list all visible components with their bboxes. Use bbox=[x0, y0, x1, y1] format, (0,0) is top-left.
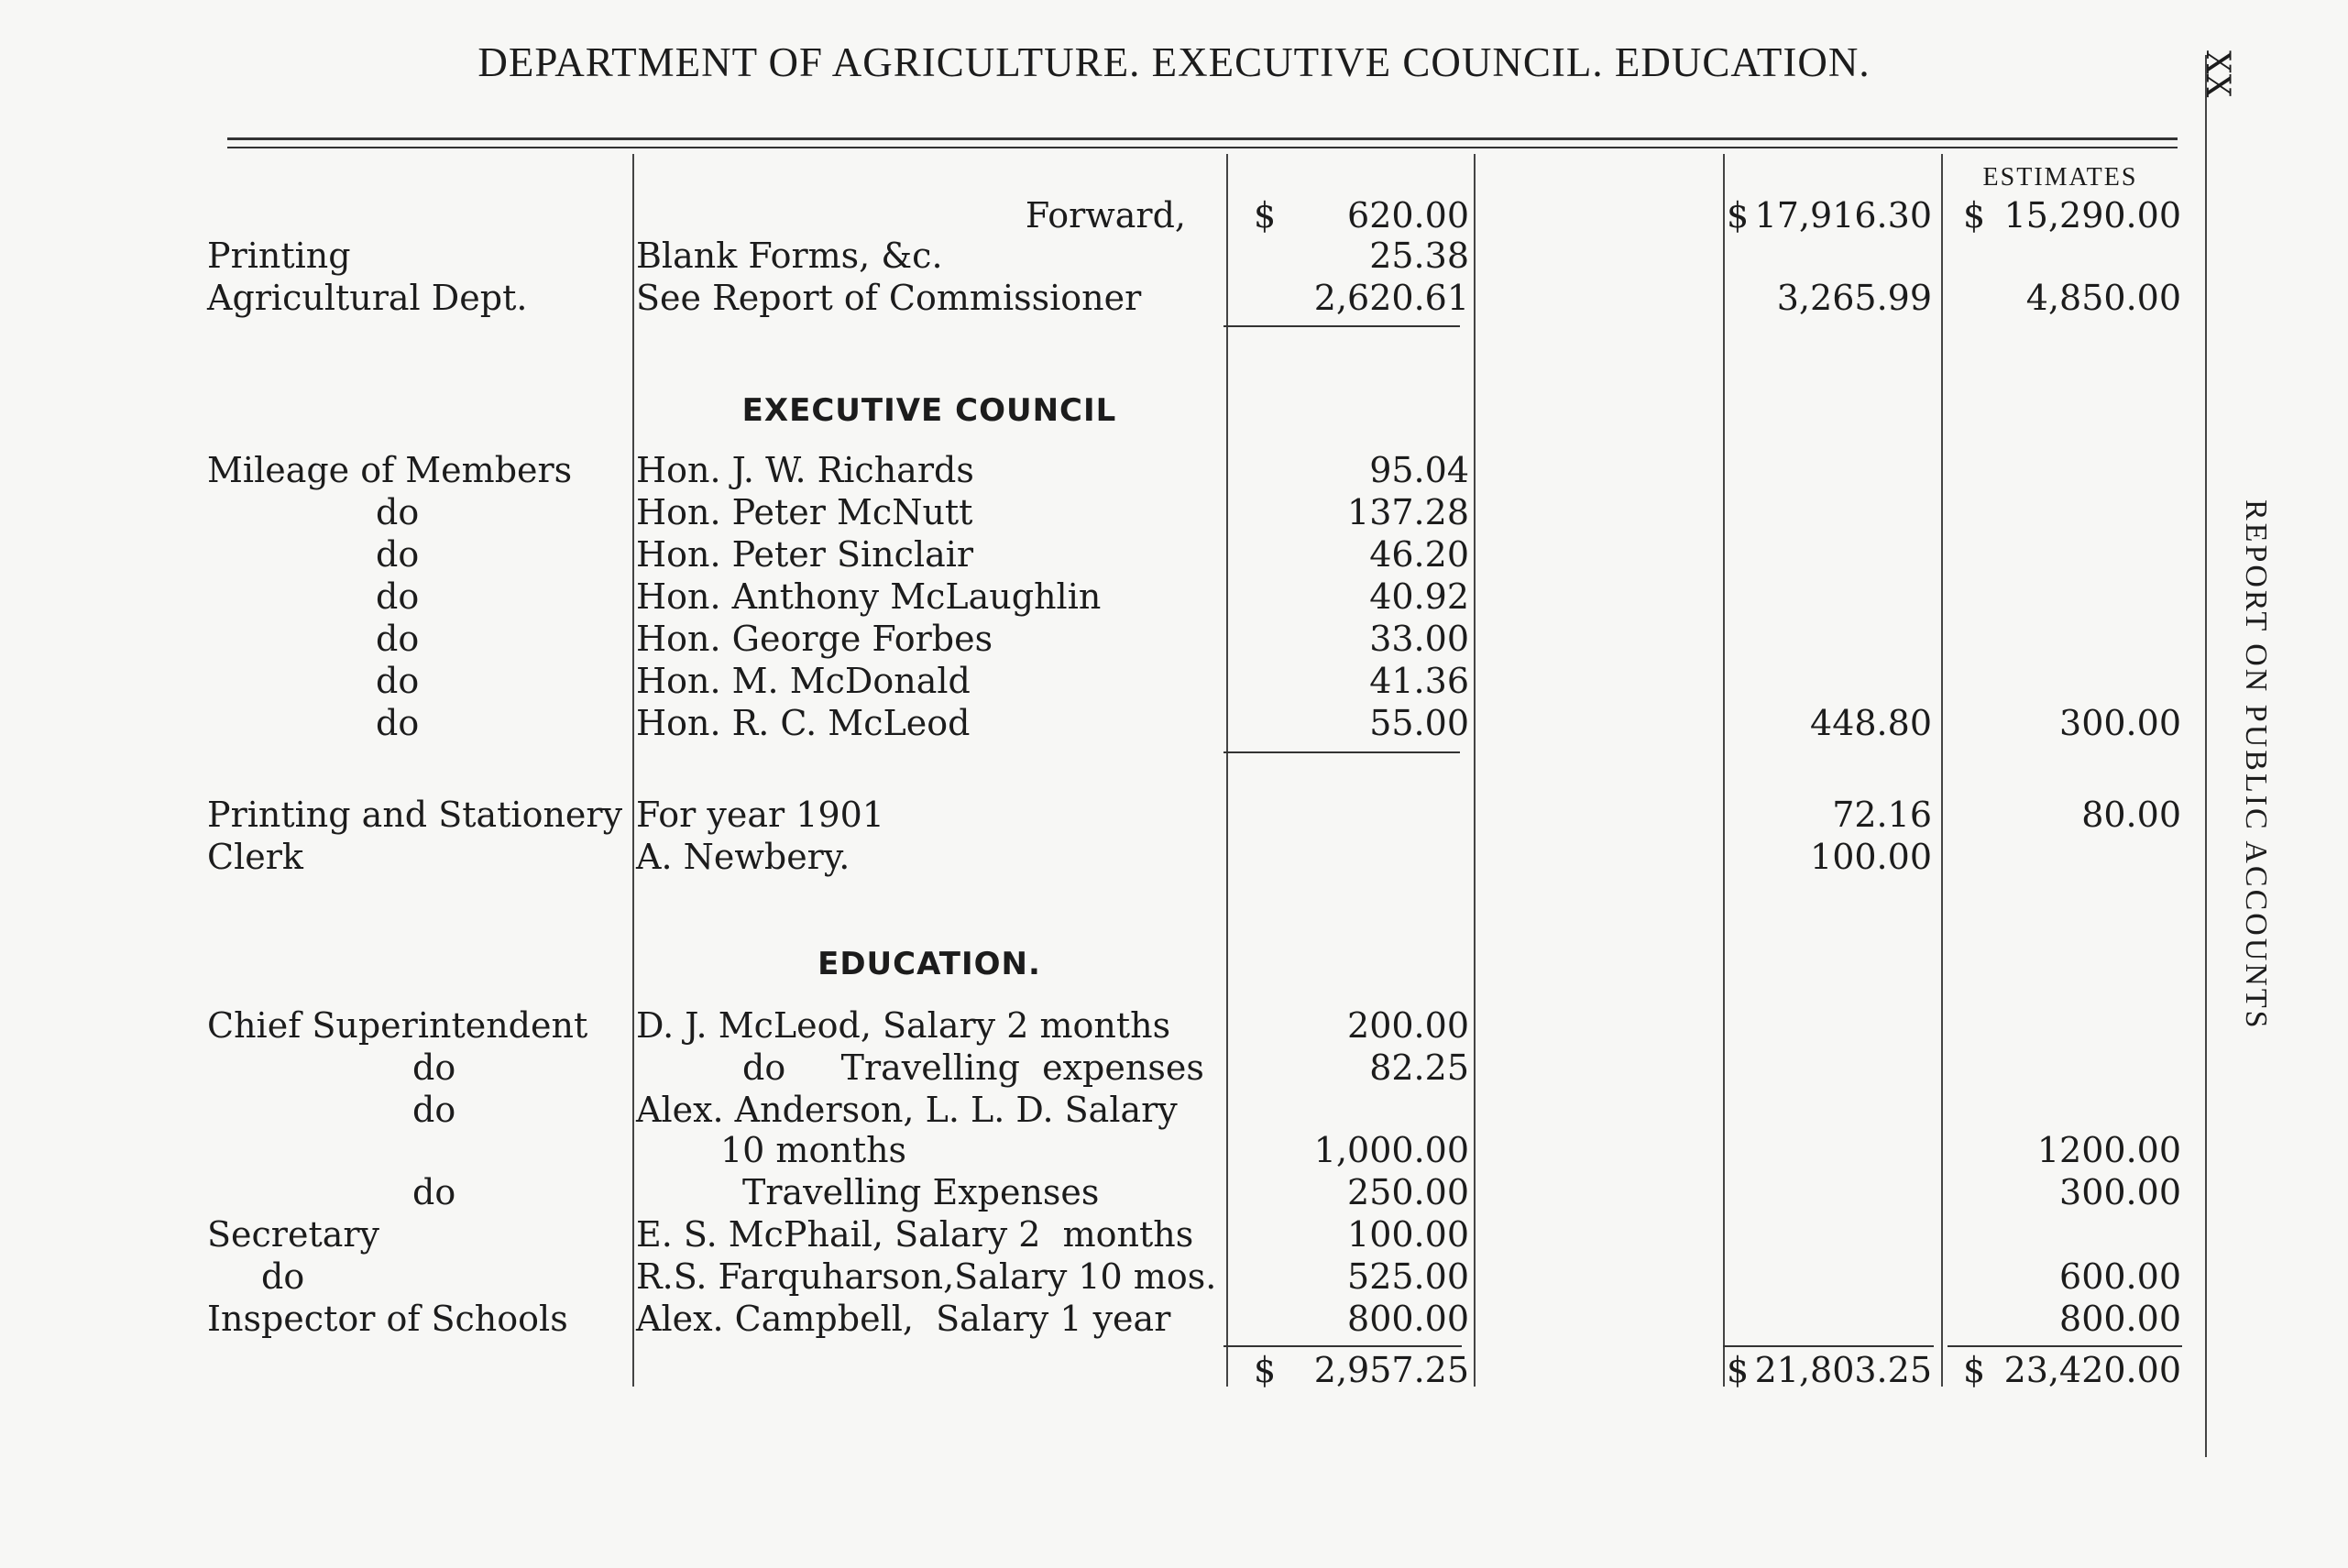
forward-estimate: 15,290.00 bbox=[2003, 195, 2181, 236]
description: D. J. McLeod, Salary 2 months bbox=[636, 1005, 1171, 1046]
total-rule-total bbox=[1723, 1345, 1934, 1347]
forward-row bbox=[0, 194, 2348, 236]
section-heading-education: EDUCATION. bbox=[817, 946, 1041, 982]
description: For year 1901 bbox=[636, 795, 884, 835]
ledger-row bbox=[0, 702, 2348, 744]
description: Hon. Peter Sinclair bbox=[636, 534, 974, 575]
page-number: XX bbox=[2199, 50, 2236, 98]
item-label: Inspector of Schools bbox=[207, 1299, 568, 1339]
total: 72.16 bbox=[1832, 795, 1932, 835]
amount: 41.36 bbox=[1369, 661, 1469, 701]
estimate: 800.00 bbox=[2059, 1299, 2181, 1339]
grand-total: 21,803.25 bbox=[1754, 1350, 1932, 1390]
ledger-row bbox=[0, 1047, 2348, 1089]
amount: 525.00 bbox=[1347, 1256, 1469, 1297]
total: 100.00 bbox=[1810, 837, 1932, 877]
amount: 55.00 bbox=[1369, 703, 1469, 743]
ledger-row bbox=[0, 836, 2348, 878]
ledger-row bbox=[0, 1255, 2348, 1298]
top-rule bbox=[227, 137, 2178, 140]
forward-total: 17,916.30 bbox=[1754, 195, 1932, 236]
description: E. S. McPhail, Salary 2 months bbox=[636, 1214, 1194, 1255]
forward-amount: 620.00 bbox=[1347, 195, 1469, 236]
ledger-row bbox=[0, 660, 2348, 702]
amount: 95.04 bbox=[1369, 450, 1469, 490]
amount: 40.92 bbox=[1369, 576, 1469, 617]
ledger-row bbox=[0, 533, 2348, 576]
description: Hon. Anthony McLaughlin bbox=[636, 576, 1102, 617]
ledger-row bbox=[0, 576, 2348, 618]
amount: 82.25 bbox=[1369, 1047, 1469, 1088]
ledger-row bbox=[0, 1129, 2348, 1171]
amount: 800.00 bbox=[1347, 1299, 1469, 1339]
estimate-dollar-sign: $ bbox=[1963, 1350, 1986, 1390]
item-label: do bbox=[412, 1172, 456, 1212]
item-label: Printing and Stationery bbox=[207, 795, 623, 835]
estimates-heading: ESTIMATES bbox=[1982, 163, 2138, 192]
amount: 46.20 bbox=[1369, 534, 1469, 575]
subtotal-rule bbox=[1223, 325, 1460, 327]
description: Alex. Anderson, L. L. D. Salary bbox=[636, 1090, 1178, 1130]
estimate: 600.00 bbox=[2059, 1256, 2181, 1297]
grand-total-estimate: 23,420.00 bbox=[2003, 1350, 2181, 1390]
item-label: do bbox=[376, 576, 420, 617]
running-head: REPORT ON PUBLIC ACCOUNTS bbox=[2239, 499, 2273, 1031]
description: Hon. M. McDonald bbox=[636, 661, 971, 701]
amount: 2,620.61 bbox=[1313, 278, 1469, 318]
total-dollar-sign: $ bbox=[1727, 195, 1750, 236]
description: Hon. R. C. McLeod bbox=[636, 703, 971, 743]
item-label: Secretary bbox=[207, 1214, 380, 1255]
total-rule-amount bbox=[1223, 1345, 1462, 1347]
amount: 250.00 bbox=[1347, 1172, 1469, 1212]
item-label: Clerk bbox=[207, 837, 303, 877]
amount: 1,000.00 bbox=[1313, 1130, 1469, 1170]
page-title: DEPARTMENT OF AGRICULTURE. EXECUTIVE COUNCIL. EDUCATION. bbox=[477, 39, 1871, 85]
subtotal-rule bbox=[1223, 751, 1460, 753]
estimate: 80.00 bbox=[2081, 795, 2181, 835]
item-label: do bbox=[376, 703, 420, 743]
ledger-row bbox=[0, 1298, 2348, 1340]
description: Hon. Peter McNutt bbox=[636, 492, 973, 532]
estimate: 300.00 bbox=[2059, 1172, 2181, 1212]
amount: 33.00 bbox=[1369, 619, 1469, 659]
item-label: do bbox=[376, 661, 420, 701]
forward-label: Forward, bbox=[1025, 195, 1186, 236]
description: do Travelling expenses bbox=[742, 1047, 1204, 1088]
item-label: do bbox=[412, 1047, 456, 1088]
amount: 200.00 bbox=[1347, 1005, 1469, 1046]
total: 3,265.99 bbox=[1776, 278, 1932, 318]
estimate: 4,850.00 bbox=[2025, 278, 2181, 318]
item-label: do bbox=[412, 1090, 456, 1130]
item-label: do bbox=[376, 492, 420, 532]
amount: 137.28 bbox=[1347, 492, 1469, 532]
description: R.S. Farquharson,Salary 10 mos. bbox=[636, 1256, 1217, 1297]
description: See Report of Commissioner bbox=[636, 278, 1142, 318]
ledger-row bbox=[0, 491, 2348, 533]
description: Travelling Expenses bbox=[742, 1172, 1100, 1212]
ledger-row bbox=[0, 235, 2348, 277]
description: Hon. George Forbes bbox=[636, 619, 993, 659]
amount: 25.38 bbox=[1369, 236, 1469, 276]
total-rule-estimate bbox=[1948, 1345, 2182, 1347]
total: 448.80 bbox=[1810, 703, 1932, 743]
description: 10 months bbox=[720, 1130, 907, 1170]
item-label: do bbox=[376, 534, 420, 575]
amount-dollar-sign: $ bbox=[1254, 1350, 1277, 1390]
item-label: Printing bbox=[207, 236, 351, 276]
item-label: Agricultural Dept. bbox=[207, 278, 528, 318]
top-rule-inner bbox=[227, 147, 2178, 148]
ledger-row bbox=[0, 794, 2348, 836]
grand-total-amount: 2,957.25 bbox=[1313, 1350, 1469, 1390]
amount: 100.00 bbox=[1347, 1214, 1469, 1255]
ledger-row bbox=[0, 1213, 2348, 1255]
item-label: Mileage of Members bbox=[207, 450, 573, 490]
description: Blank Forms, &c. bbox=[636, 236, 943, 276]
estimate-dollar-sign: $ bbox=[1963, 195, 1986, 236]
ledger-row bbox=[0, 618, 2348, 660]
ledger-row bbox=[0, 277, 2348, 319]
description: A. Newbery. bbox=[636, 837, 850, 877]
description: Alex. Campbell, Salary 1 year bbox=[636, 1299, 1171, 1339]
ledger-row bbox=[0, 1004, 2348, 1047]
estimate: 1200.00 bbox=[2036, 1130, 2181, 1170]
grand-total-row bbox=[0, 1349, 2348, 1391]
item-label: Chief Superintendent bbox=[207, 1005, 588, 1046]
item-label: do bbox=[376, 619, 420, 659]
total-dollar-sign: $ bbox=[1727, 1350, 1750, 1390]
item-label: do bbox=[261, 1256, 305, 1297]
ledger-row bbox=[0, 1089, 2348, 1131]
description: Hon. J. W. Richards bbox=[636, 450, 974, 490]
estimate: 300.00 bbox=[2059, 703, 2181, 743]
amount-dollar-sign: $ bbox=[1254, 195, 1277, 236]
section-heading-executive-council: EXECUTIVE COUNCIL bbox=[741, 392, 1117, 429]
ledger-row bbox=[0, 1171, 2348, 1213]
ledger-row bbox=[0, 449, 2348, 491]
